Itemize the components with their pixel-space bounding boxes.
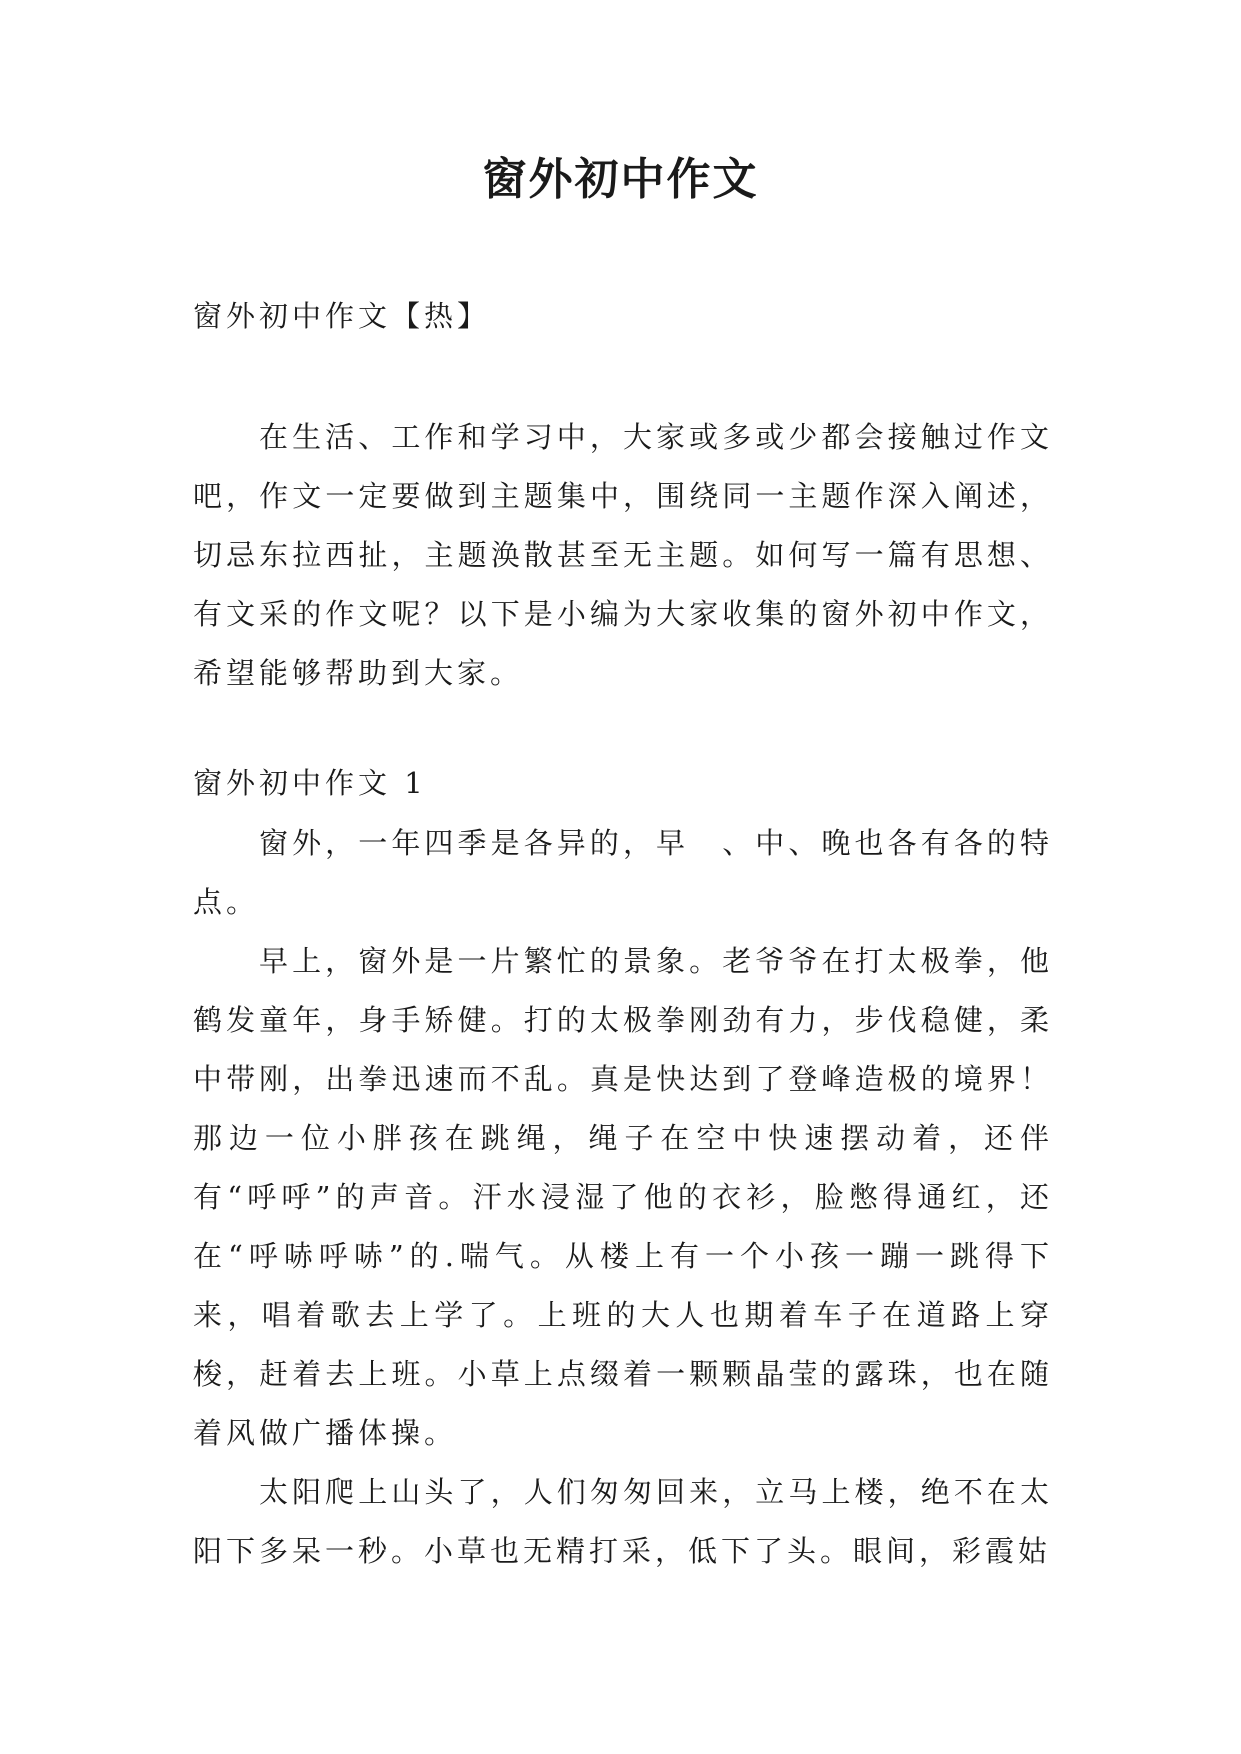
document-subtitle: 窗外初中作文【热】: [193, 299, 491, 333]
essay-paragraph: 窗外，一年四季是各异的，早 、中、晚也各有各的特点。: [193, 826, 1053, 919]
document-title: 窗外初中作文: [482, 154, 759, 205]
intro-paragraph: 在生活、工作和学习中，大家或多或少都会接触过作文吧，作文一定要做到主题集中，围绕同一主题作深入阐述，切忌东拉西扯，主题涣散甚至无主题。如何写一篇有思想、有文采的作文呢？以下是小编为大家收集的窗外初中作文，希望能够帮助到大家。: [193, 420, 1053, 690]
essay-body: [193, 814, 1053, 1581]
essay-paragraph: 太阳爬上山头了，人们匆匆回来，立马上楼，绝不在太阳下多呆一秒。小草也无精打采，低下了头。眼间，彩霞姑: [193, 1475, 1053, 1568]
essay-paragraph: 早上，窗外是一片繁忙的景象。老爷爷在打太极拳，他鹤发童年，身手矫健。打的太极拳刚劲有力，步伐稳健，柔中带刚，出拳迅速而不乱。真是快达到了登峰造极的境界！那边一位小胖孩在跳绳，绳子在空中快速摆动着，还伴有“呼呼”的声音。汗水浸湿了他的衣衫，脸憋得通红，还在“呼哧呼哧”的.喘气。从楼上有一个小孩一蹦一跳得下来，唱着歌去上学了。上班的大人也期着车子在道路上穿梭，赶着去上班。小草上点缀着一颗颗晶莹的露珠，也在随着风做广播体操。: [193, 944, 1053, 1450]
section-heading: 窗外初中作文 1: [193, 766, 427, 800]
